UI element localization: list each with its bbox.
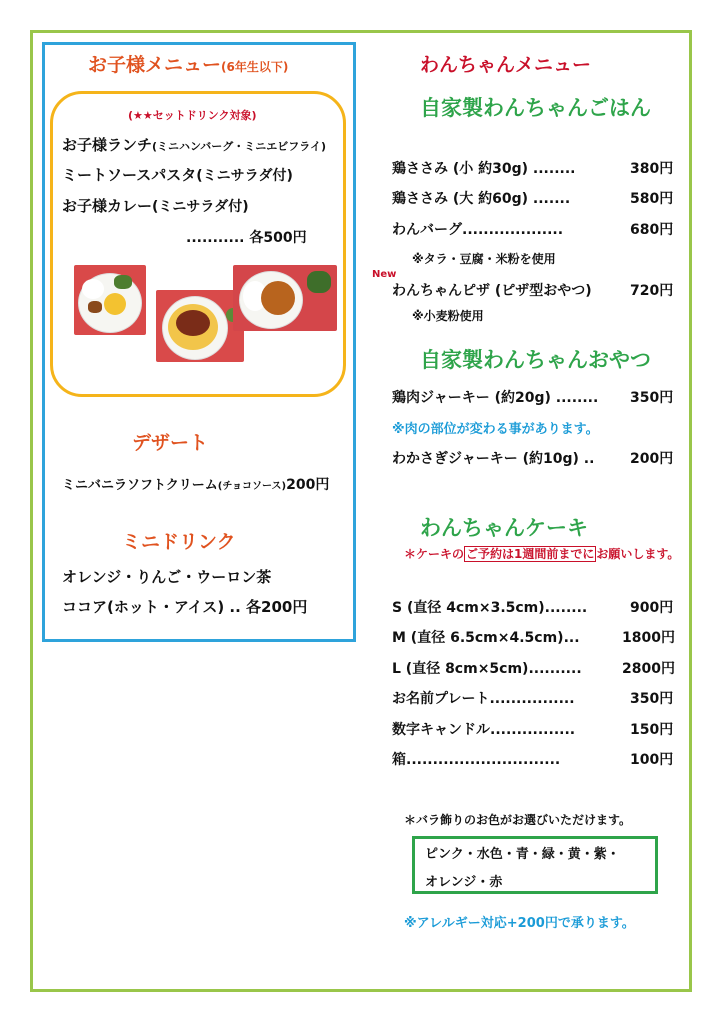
- meat-sauce-pasta-photo: [156, 290, 244, 362]
- set-drink-note: (★★セットドリンク対象): [128, 109, 257, 122]
- cake-item-nameplate: お名前プレート................: [392, 691, 575, 707]
- kids-age-note: (6年生以下): [221, 60, 289, 74]
- oyatsu-price-chicken: 350円: [630, 390, 674, 406]
- drink-line-2: ココア(ホット・アイス) .. 各200円: [62, 598, 308, 616]
- dog-menu-title: わんちゃんメニュー: [420, 54, 592, 76]
- mini-drink-title: ミニドリンク: [122, 531, 236, 553]
- kids-menu-title: お子様メニュー(6年生以下): [88, 54, 289, 76]
- gohan-item-wanburg: わんバーグ...................: [392, 222, 564, 238]
- cake-item-s: S (直径 4cm×3.5cm)........: [392, 600, 588, 616]
- cake-price-box: 100円: [630, 752, 674, 768]
- rose-color-note: ＊バラ飾りのお色がお選びいただけます。: [404, 813, 632, 827]
- cake-item-l: L (直径 8cm×5cm)..........: [392, 661, 582, 677]
- dog-gohan-title: 自家製わんちゃんごはん: [420, 96, 651, 120]
- oyatsu-item-chicken: 鶏肉ジャーキー (約20g) ........: [392, 390, 599, 406]
- kids-curry-photo: [233, 265, 337, 331]
- gohan-price-small: 380円: [630, 161, 674, 177]
- cake-item-m: M (直径 6.5cm×4.5cm)...: [392, 630, 580, 646]
- gohan-price-pizza: 720円: [630, 283, 674, 299]
- dog-cake-title: わんちゃんケーキ: [420, 516, 588, 540]
- cake-price-nameplate: 350円: [630, 691, 674, 707]
- gohan-price-large: 580円: [630, 191, 674, 207]
- dessert-item: ミニバニラソフトクリーム(チョコソース)200円: [62, 477, 330, 493]
- rose-colors-line-2: オレンジ・赤: [425, 875, 503, 890]
- gohan-note-flour: ※小麦粉使用: [412, 309, 484, 323]
- cake-price-l: 2800円: [622, 661, 675, 677]
- gohan-item-pizza: わんちゃんピザ (ピザ型おやつ): [392, 283, 592, 299]
- drink-line-1: オレンジ・りんご・ウーロン茶: [62, 568, 272, 586]
- kids-item-lunch: お子様ランチ(ミニハンバーグ・ミニエビフライ): [62, 136, 326, 154]
- oyatsu-price-smelt: 200円: [630, 451, 674, 467]
- dog-oyatsu-title: 自家製わんちゃんおやつ: [420, 348, 651, 372]
- cake-price-m: 1800円: [622, 630, 675, 646]
- dessert-title: デザート: [132, 432, 209, 454]
- gohan-item-large: 鶏ささみ (大 約60g) .......: [392, 191, 571, 207]
- oyatsu-note: ※肉の部位が変わる事があります。: [392, 422, 599, 437]
- kids-item-pasta: ミートソースパスタ(ミニサラダ付): [62, 166, 293, 184]
- allergy-note: ※アレルギー対応+200円で承ります。: [404, 916, 635, 931]
- cake-price-candle: 150円: [630, 722, 674, 738]
- kids-lunch-photo: [74, 265, 146, 335]
- gohan-price-wanburg: 680円: [630, 222, 674, 238]
- cake-reserve-note: ＊ケーキの ご予約は1週間前までに お願いします。: [404, 547, 680, 561]
- kids-price: ........... 各500円: [186, 230, 307, 246]
- kids-item-curry: お子様カレー(ミニサラダ付): [62, 197, 249, 215]
- cake-item-candle: 数字キャンドル................: [392, 722, 576, 738]
- gohan-item-small: 鶏ささみ (小 約30g) ........: [392, 161, 576, 177]
- rose-colors-line-1: ピンク・水色・青・緑・黄・紫・: [425, 847, 620, 862]
- new-tag: New: [372, 269, 397, 280]
- cake-item-box: 箱.............................: [392, 752, 561, 768]
- oyatsu-item-smelt: わかさぎジャーキー (約10g) ..: [392, 451, 595, 467]
- cake-price-s: 900円: [630, 600, 674, 616]
- gohan-note-ingredients: ※タラ・豆腐・米粉を使用: [412, 252, 556, 266]
